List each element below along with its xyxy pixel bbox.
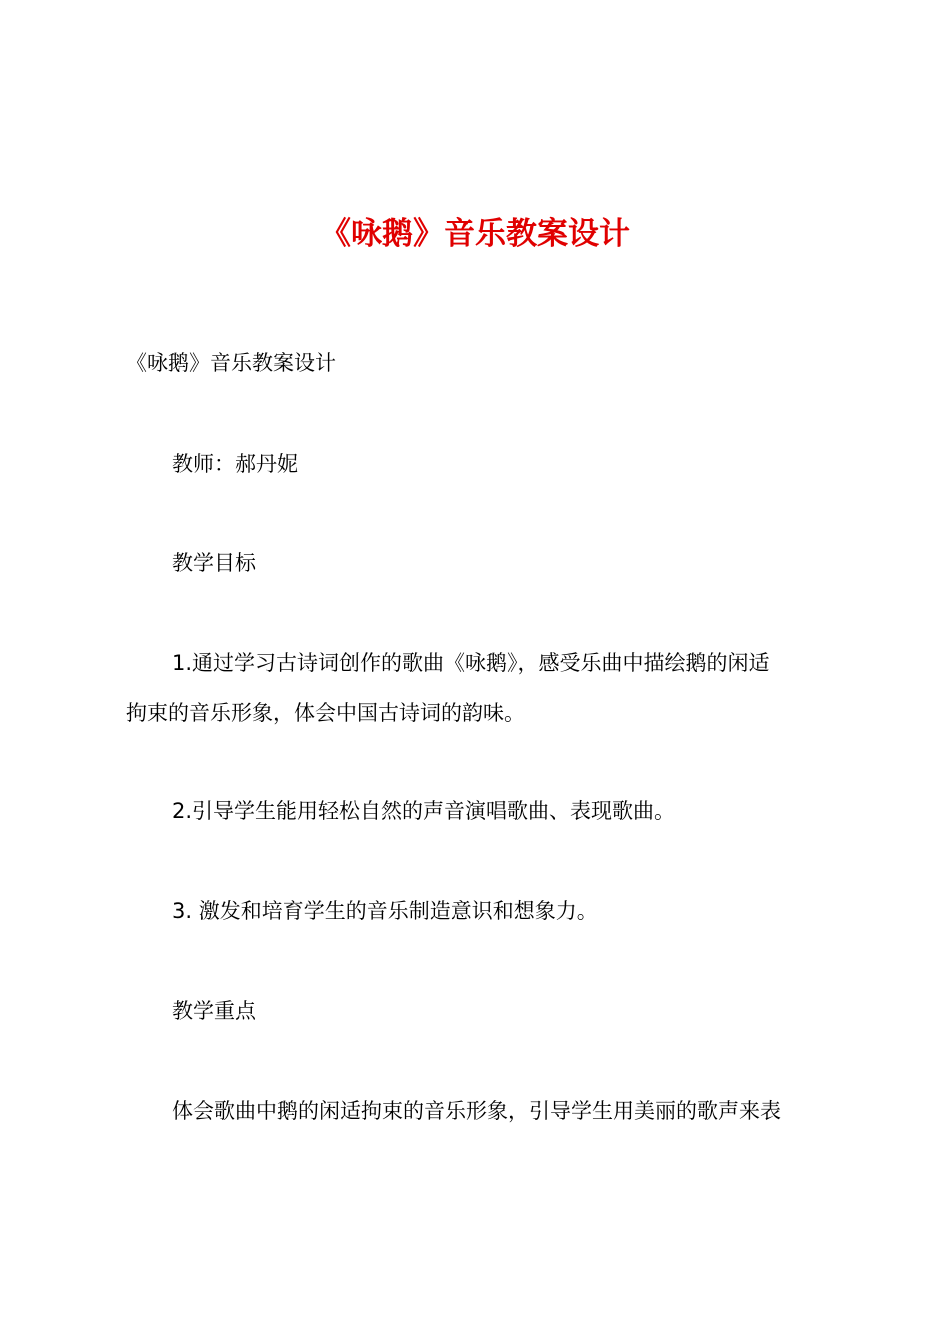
- focus-text: 体会歌曲中鹅的闲适拘束的音乐形象，引导学生用美丽的歌声来表: [172, 1099, 781, 1123]
- subtitle: 《咏鹅》音乐教案设计: [126, 351, 336, 375]
- goal-1-paragraph: [126, 638, 834, 738]
- goal-2: 2.引导学生能用轻松自然的声音演唱歌曲、表现歌曲。: [172, 799, 676, 823]
- goal-1-line-1: 1.通过学习古诗词创作的歌曲《咏鹅》，感受乐曲中描绘鹅的闲适: [172, 651, 770, 675]
- goal-3: 3. 激发和培育学生的音乐制造意识和想象力。: [172, 899, 598, 923]
- goal-1-line-2: 拘束的音乐形象，体会中国古诗词的韵味。: [126, 701, 525, 725]
- focus-heading: 教学重点: [172, 999, 256, 1023]
- goals-heading: 教学目标: [172, 551, 256, 575]
- teacher-line: 教师：郝丹妮: [172, 452, 298, 476]
- document-title: 《咏鹅》音乐教案设计: [320, 216, 630, 252]
